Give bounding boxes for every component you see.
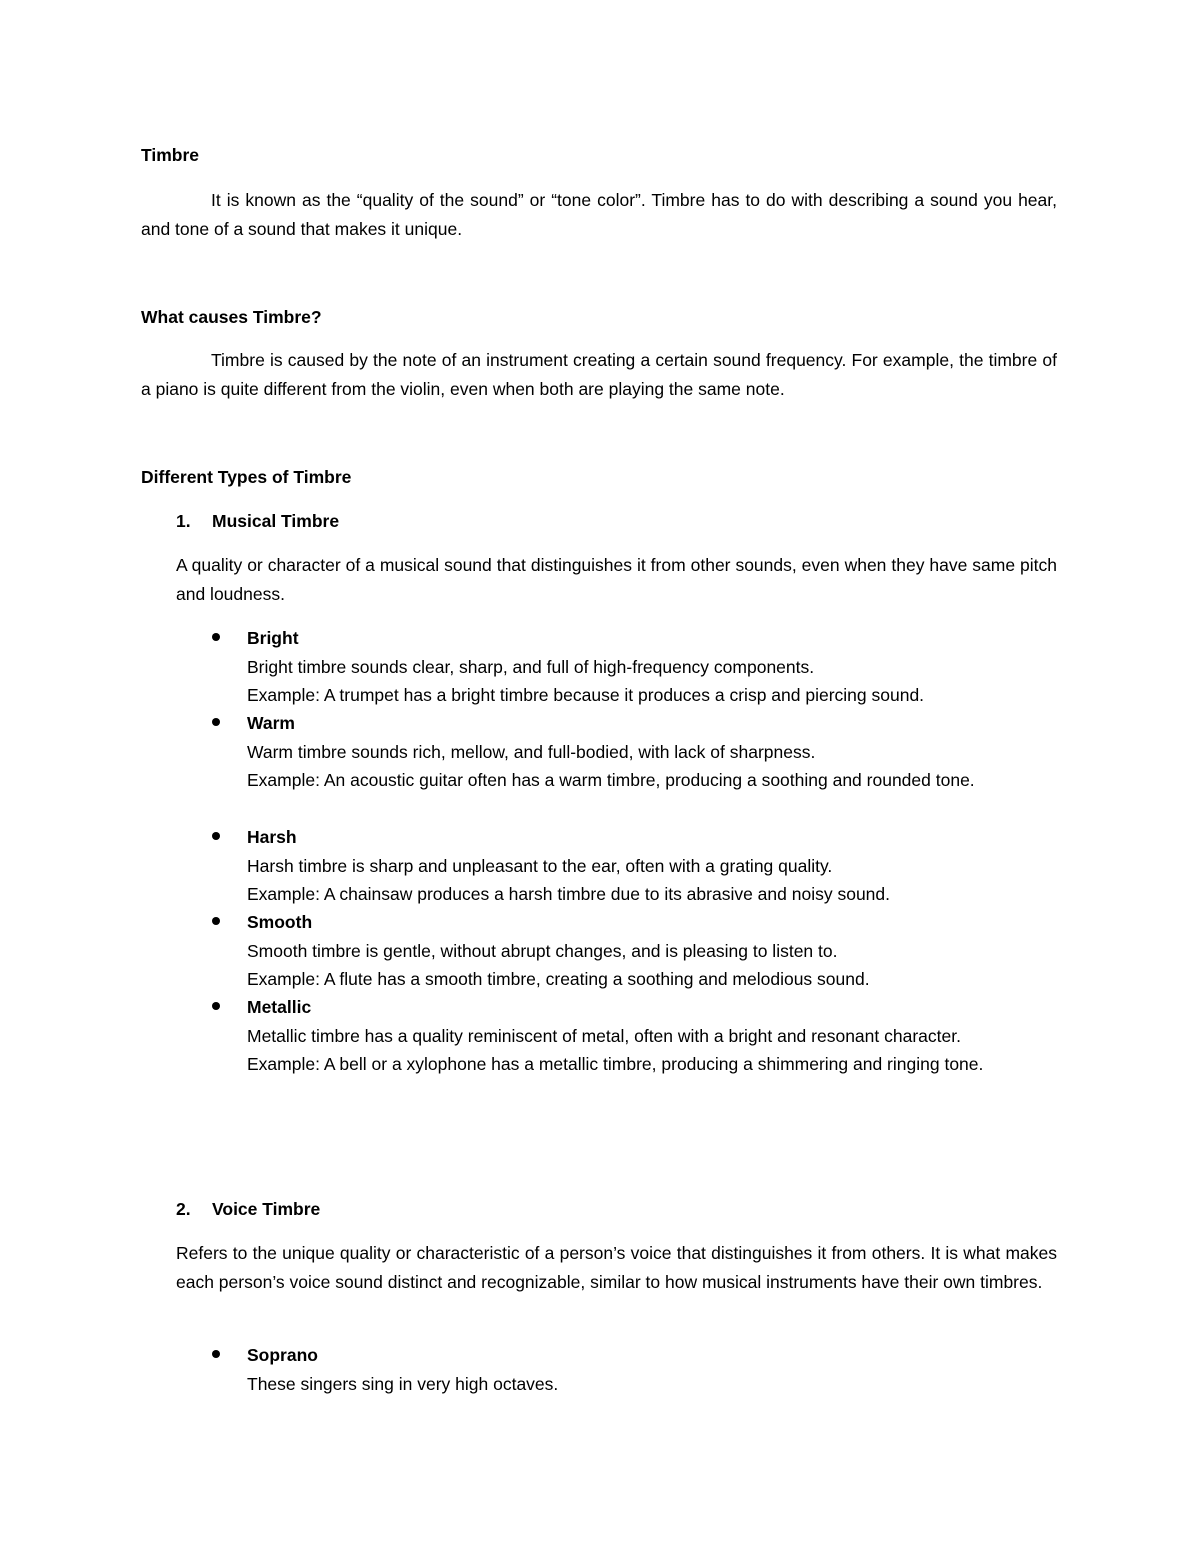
- heading-types: Different Types of Timbre: [141, 467, 352, 487]
- paragraph-causes: Timbre is caused by the note of an instrument creating a certain sound frequency. For example, the timbre of a piano is quite different from the violin, even when both are playing the same note.: [141, 350, 1057, 399]
- bullet-icon: [212, 718, 220, 726]
- item-description: These singers sing in very high octaves.: [247, 1373, 559, 1394]
- item-description: Metallic timbre has a quality reminiscent of metal, often with a bright and resonant character.: [247, 1025, 961, 1046]
- heading-causes: What causes Timbre?: [141, 307, 322, 327]
- item-description: Bright timbre sounds clear, sharp, and full of high-frequency components.: [247, 656, 815, 677]
- item-example: Example: A flute has a smooth timbre, creating a soothing and melodious sound.: [247, 969, 870, 989]
- paragraph-timbre: It is known as the “quality of the sound” or “tone color”. Timbre has to do with describing a sound you hear, and tone of a sound that makes it unique.: [141, 190, 1057, 239]
- list-item-metallic: [247, 993, 1057, 1079]
- item-description: Smooth timbre is gentle, without abrupt changes, and is pleasing to listen to.: [247, 940, 838, 961]
- list-item-smooth: [247, 908, 1057, 994]
- list-item-soprano: [247, 1341, 1057, 1398]
- item-example: Example: An acoustic guitar often has a warm timbre, producing a soothing and rounded tone.: [247, 770, 975, 790]
- paragraph-voice: Refers to the unique quality or characteristic of a person’s voice that distinguishes it from others. It is what makes each person’s voice sound distinct and recognizable, similar to how musical instruments have their own timbres.: [176, 1243, 1057, 1292]
- list-item-bright: [247, 624, 1057, 710]
- item-title: Soprano: [247, 1345, 318, 1365]
- item-description: Warm timbre sounds rich, mellow, and full-bodied, with lack of sharpness.: [247, 741, 816, 762]
- bullet-icon: [212, 633, 220, 641]
- bullet-icon: [212, 832, 220, 840]
- item-title: Warm: [247, 713, 295, 733]
- item-title: Smooth: [247, 912, 313, 932]
- item-title: Harsh: [247, 827, 297, 847]
- list-item-harsh: [247, 823, 1057, 909]
- item-title: Metallic: [247, 997, 312, 1017]
- heading-timbre: Timbre: [141, 145, 200, 165]
- bullet-icon: [212, 1350, 220, 1358]
- paragraph-musical: A quality or character of a musical sound that distinguishes it from other sounds, even when they have same pitch and loudness.: [176, 555, 1057, 604]
- item-example: Example: A bell or a xylophone has a metallic timbre, producing a shimmering and ringing tone.: [247, 1054, 984, 1074]
- item-example: Example: A chainsaw produces a harsh timbre due to its abrasive and noisy sound.: [247, 884, 891, 904]
- heading-musical-timbre: Musical Timbre: [212, 511, 340, 531]
- list-number-voice: 2.: [176, 1199, 191, 1219]
- bullet-icon: [212, 917, 220, 925]
- list-item-warm: [247, 709, 1057, 795]
- bullet-icon: [212, 1002, 220, 1010]
- item-description: Harsh timbre is sharp and unpleasant to the ear, often with a grating quality.: [247, 855, 833, 876]
- list-number-musical: 1.: [176, 511, 191, 531]
- item-title: Bright: [247, 628, 299, 648]
- heading-voice-timbre: Voice Timbre: [212, 1199, 321, 1219]
- item-example: Example: A trumpet has a bright timbre because it produces a crisp and piercing sound.: [247, 685, 925, 705]
